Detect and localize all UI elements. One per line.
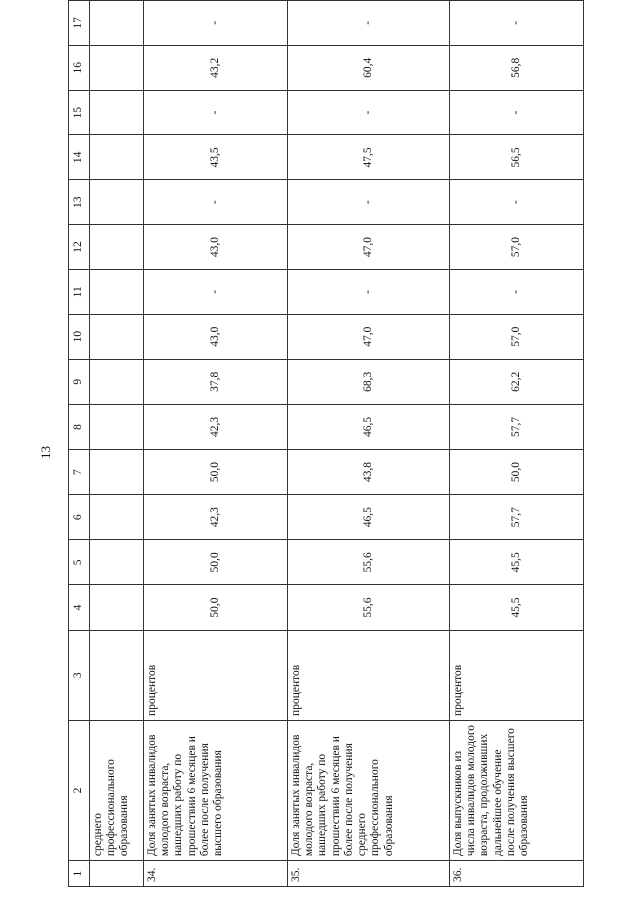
column-header-13: 13 xyxy=(69,180,90,225)
value-cell-col-11: - xyxy=(144,270,288,314)
value-cell-col-13: - xyxy=(450,180,584,225)
unit-of-measure: процентов xyxy=(144,630,288,720)
column-header-6: 6 xyxy=(69,495,90,540)
value-cell-col-9: 62,2 xyxy=(450,359,584,404)
column-header-1: 1 xyxy=(69,861,90,887)
value-cell-col-4: 50,0 xyxy=(144,585,288,630)
table-row xyxy=(288,1,450,887)
indicator-name: Доля выпускников из числа инвалидов молодого возраста, продолживших дальнейшее обучение после получения высшего образования xyxy=(450,720,584,860)
row-number: 35. xyxy=(288,861,450,887)
page-number: 13 xyxy=(38,446,53,459)
value-cell-col-8: 57,7 xyxy=(450,404,584,449)
unit-of-measure: процентов xyxy=(450,630,584,720)
continued-row-label: среднего профессионального образования xyxy=(90,720,144,860)
value-cell-col-6: 57,7 xyxy=(450,495,584,540)
continued-row xyxy=(90,1,144,887)
unit-of-measure: процентов xyxy=(288,630,450,720)
value-cell-col-17: - xyxy=(144,1,288,46)
row-number: 34. xyxy=(144,861,288,887)
table-row xyxy=(450,1,584,887)
value-cell-col-7: 50,0 xyxy=(450,450,584,495)
column-header-5: 5 xyxy=(69,540,90,585)
value-cell-col-5: 45,5 xyxy=(450,540,584,585)
value-cell-col-10: 47,0 xyxy=(288,314,450,359)
value-cell-col-12: 47,0 xyxy=(288,224,450,269)
value-cell-col-14: 47,5 xyxy=(288,135,450,180)
row-number: 36. xyxy=(450,861,584,887)
value-cell-col-13: - xyxy=(288,180,450,225)
value-cell-col-4: 45,5 xyxy=(450,585,584,630)
value-cell-col-12: 43,0 xyxy=(144,224,288,269)
column-header-15: 15 xyxy=(69,90,90,135)
value-cell-col-13: - xyxy=(144,180,288,225)
value-cell-col-9: 68,3 xyxy=(288,359,450,404)
column-header-17: 17 xyxy=(69,1,90,46)
column-header-2: 2 xyxy=(69,720,90,860)
column-header-3: 3 xyxy=(69,630,90,720)
value-cell-col-6: 46,5 xyxy=(288,495,450,540)
column-header-11: 11 xyxy=(69,270,90,314)
value-cell-col-10: 43,0 xyxy=(144,314,288,359)
value-cell-col-11: - xyxy=(288,270,450,314)
value-cell-col-9: 37,8 xyxy=(144,359,288,404)
value-cell-col-15: - xyxy=(288,90,450,135)
value-cell-col-16: 60,4 xyxy=(288,45,450,90)
column-header-4: 4 xyxy=(69,585,90,630)
value-cell-col-7: 50,0 xyxy=(144,450,288,495)
indicators-table xyxy=(68,0,584,887)
value-cell-col-8: 42,3 xyxy=(144,404,288,449)
value-cell-col-16: 43,2 xyxy=(144,45,288,90)
value-cell-col-14: 56,5 xyxy=(450,135,584,180)
continued-row-no xyxy=(90,861,144,887)
value-cell-col-6: 42,3 xyxy=(144,495,288,540)
value-cell-col-10: 57,0 xyxy=(450,314,584,359)
value-cell-col-8: 46,5 xyxy=(288,404,450,449)
value-cell-col-11: - xyxy=(450,270,584,314)
value-cell-col-15: - xyxy=(450,90,584,135)
column-header-7: 7 xyxy=(69,450,90,495)
value-cell-col-5: 55,6 xyxy=(288,540,450,585)
column-header-10: 10 xyxy=(69,314,90,359)
value-cell-col-12: 57,0 xyxy=(450,224,584,269)
table-row xyxy=(144,1,288,887)
value-cell-col-15: - xyxy=(144,90,288,135)
value-cell-col-17: - xyxy=(450,1,584,46)
value-cell-col-4: 55,6 xyxy=(288,585,450,630)
indicator-name: Доля занятых инвалидов молодого возраста, нашедших работу по прошествии 6 месяцев и более после получения высшего образования xyxy=(144,720,288,860)
value-cell-col-17: - xyxy=(288,1,450,46)
column-header-16: 16 xyxy=(69,45,90,90)
header-row xyxy=(69,1,90,887)
value-cell-col-5: 50,0 xyxy=(144,540,288,585)
indicator-name: Доля занятых инвалидов молодого возраста, нашедших работу по прошествии 6 месяцев и более после получения среднего профессионального образования xyxy=(288,720,450,860)
column-header-12: 12 xyxy=(69,224,90,269)
column-header-9: 9 xyxy=(69,359,90,404)
value-cell-col-14: 43,5 xyxy=(144,135,288,180)
continued-row-unit xyxy=(90,630,144,720)
value-cell-col-7: 43,8 xyxy=(288,450,450,495)
column-header-8: 8 xyxy=(69,404,90,449)
value-cell-col-16: 56,8 xyxy=(450,45,584,90)
table-body xyxy=(90,1,584,887)
column-header-14: 14 xyxy=(69,135,90,180)
